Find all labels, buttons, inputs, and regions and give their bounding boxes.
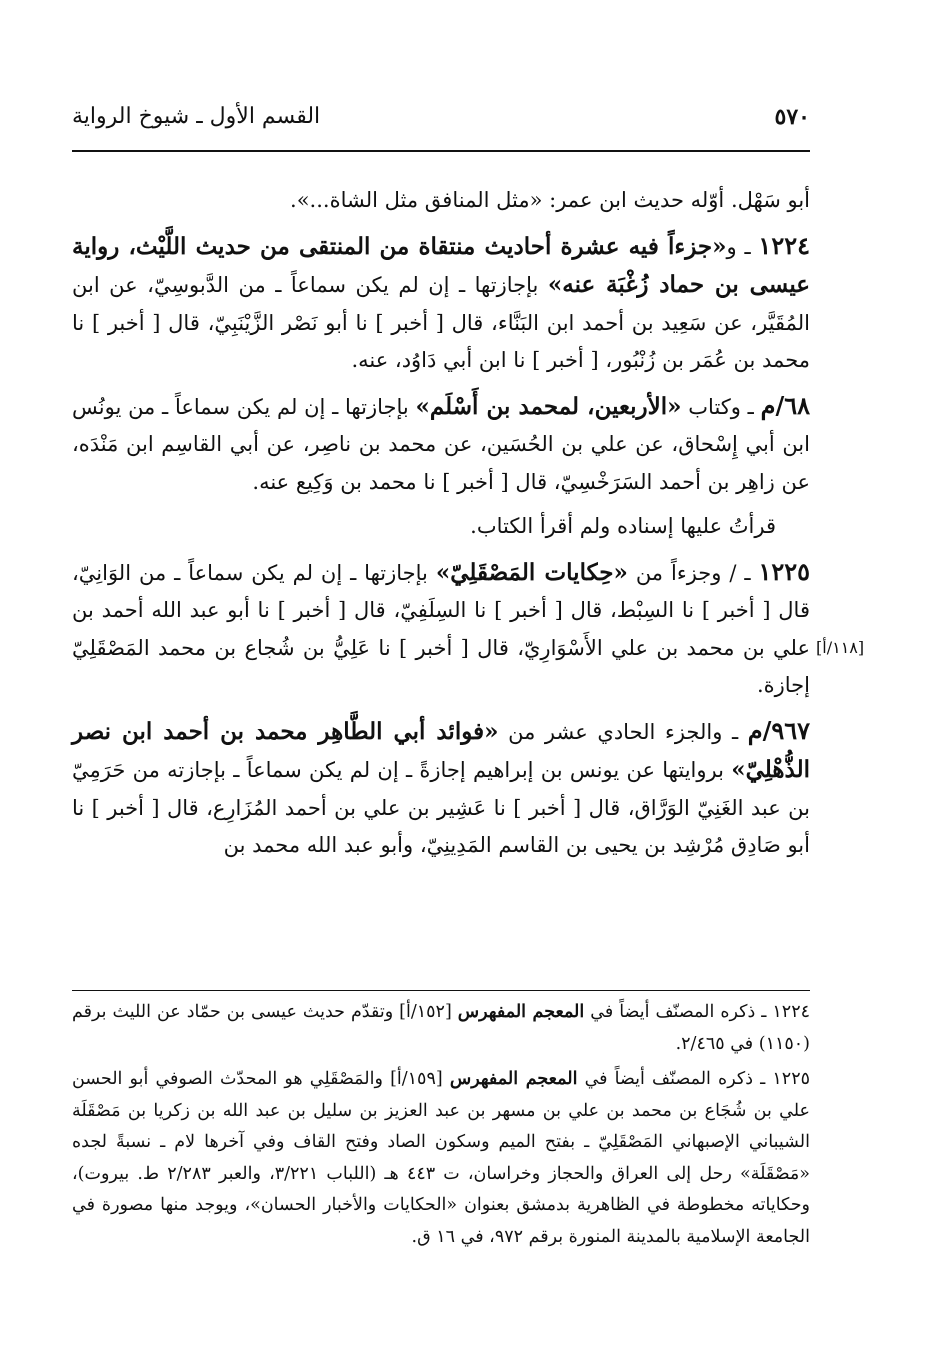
footnotes: [72, 997, 810, 1257]
paragraph-continuation: [72, 182, 810, 220]
footnote-rule: [72, 990, 810, 991]
entry-1225: [72, 553, 810, 705]
entry-text: بإجازتها ـ إن لم يكن سماعاً ـ من يونُس ابن أبي إِسْحاق، عن علي بن الحُسَين، عن محمد بن ناصِر، عن أبي القاسِم ابن مَنْدَه، عن زاهِر بن أحمد السَرَخْسِيّ، قال [ أخبر ] نا محمد بن وَكِيع عنه.: [72, 394, 810, 494]
entry-number: ١٢٢٤: [758, 230, 810, 260]
footnote-text: [١٥٢/أ] وتقدّم حديث عيسى بن حمّاد عن الليث برقم (١١٥٠) في ٢/٤٦٥.: [72, 1002, 810, 1054]
main-text: [72, 182, 810, 872]
paragraph-text: قرأتُ عليها إسناده ولم أقرأ الكتاب.: [470, 514, 776, 538]
footnote-text: [١٥٩/أ] والمَصْقَلِي هو المحدّث الصوفي أبو الحسن علي بن شُجَاع بن محمد بن علي بن مسهر بن عبد العزيز بن سليل بن عبد الله بن زكريا بن مَصْقَلَة الشيباني الإصبهاني المَصْقَلِيّ ـ بفتح الميم وسكون الصاد وفتح القاف وفي آخرها لام ـ نسبةً لجده «مَصْقَلَة» رحل إلى العراق والحجاز وخراسان، ت ٤٤٣ هـ (اللباب ٣/٢٢١، والعبر ٢/٢٨٣ ط. بيروت)، وحكاياته مخطوطة في الظاهرية بدمشق بعنوان «الحكايات والأخبار الحسان»، ويوجد منها مصورة في الجامعة الإسلامية بالمدينة المنورة برقم ٩٧٢، في ١٦ ق.: [72, 1069, 810, 1247]
entry-prefix: ـ / وجزءاً من: [627, 560, 759, 585]
header-rule: [72, 150, 810, 152]
footnote-source: المعجم المفهرس: [449, 1069, 578, 1089]
book-title: «الأربعين، لمحمد بن أَسْلَم»: [415, 392, 682, 420]
entry-prefix: ـ والجزء الحادي عشر من: [498, 719, 748, 744]
book-title: «فوائد أبي الطَّاهِر محمد بن أحمد ابن نصر الذُّهْلِيّ»: [72, 717, 810, 783]
margin-folio-note: [١١٨/أ]: [816, 638, 865, 657]
footnote-lead: ١٢٢٥ ـ ذكره المصنّف أيضاً في: [577, 1069, 810, 1089]
entry-1224: [72, 227, 810, 380]
entry-text: بإجازتها ـ إن لم يكن سماعاً ـ من الوَانِيّ، قال [ أخبر ] نا السِبْط، قال [ أخبر ] نا السِلَفِيّ، قال [ أخبر ] نا أبو عبد الله أحمد بن علي بن محمد بن علي الأَسْوَارِيّ، قال [ أخبر ] نا عَلِيُّ بن شُجاع بن محمد المَصْقَلِيّ إجازة.: [72, 560, 810, 697]
entry-number: ٦٨/م: [760, 390, 810, 420]
book-title: «جزءاً فيه عشرة أحاديث منتقاة من المنتقى من حديث اللَّيْث، رواية عيسى بن حماد زُغْبَة عنه»: [72, 232, 810, 298]
paragraph-text: أبو سَهْل. أوّله حديث ابن عمر: «مثل المنافق مثل الشاة...».: [290, 188, 810, 212]
entry-prefix: ـ و: [726, 234, 759, 259]
entry-number: ١٢٢٥: [758, 556, 811, 586]
footnote-1224: [72, 997, 810, 1060]
footnote-source: المعجم المفهرس: [457, 1002, 585, 1022]
page-number: ٥٧٠: [774, 104, 810, 130]
entry-text: بروايتها عن يونس بن إبراهيم إجازةً ـ إن لم يكن سماعاً ـ بإجازته من حَرَمِيّ بن عبد الغَنِيّ الوَرَّاق، قال [ أخبر ] نا عَشِير بن علي بن أحمد المُزَارِع، قال [ أخبر ] نا أبو صَادِق مُرْشِد بن يحيى بن القاسم المَدِينِيّ، وأبو عبد الله محمد بن: [72, 758, 810, 857]
running-header: [72, 100, 810, 140]
entry-967m: [72, 712, 810, 865]
reading-note: [72, 508, 810, 546]
entry-prefix: ـ وكتاب: [681, 394, 761, 419]
book-title: «حِكايات المَصْقَلِيّ»: [435, 558, 628, 586]
entry-68m: [72, 387, 810, 502]
entry-number: ٩٦٧/م: [747, 715, 811, 745]
footnote-lead: ١٢٢٤ ـ ذكره المصنّف أيضاً في: [584, 1002, 811, 1022]
section-title: القسم الأول ـ شيوخ الرواية: [72, 104, 321, 129]
entry-text: بإجازتها ـ إن لم يكن سماعاً ـ من الدَّبوسِيّ، عن ابن المُقَيَّر، عن سَعِيد بن أحمد ابن البَنَّاء، قال [ أخبر ] نا أبو نَصْر الزَّيْنَبِيّ، قال [ أخبر ] نا محمد بن عُمَر بن زُنْبُور، [ أخبر ] نا ابن أبي دَاوُد، عنه.: [72, 273, 810, 372]
footnote-1225: [72, 1064, 810, 1253]
